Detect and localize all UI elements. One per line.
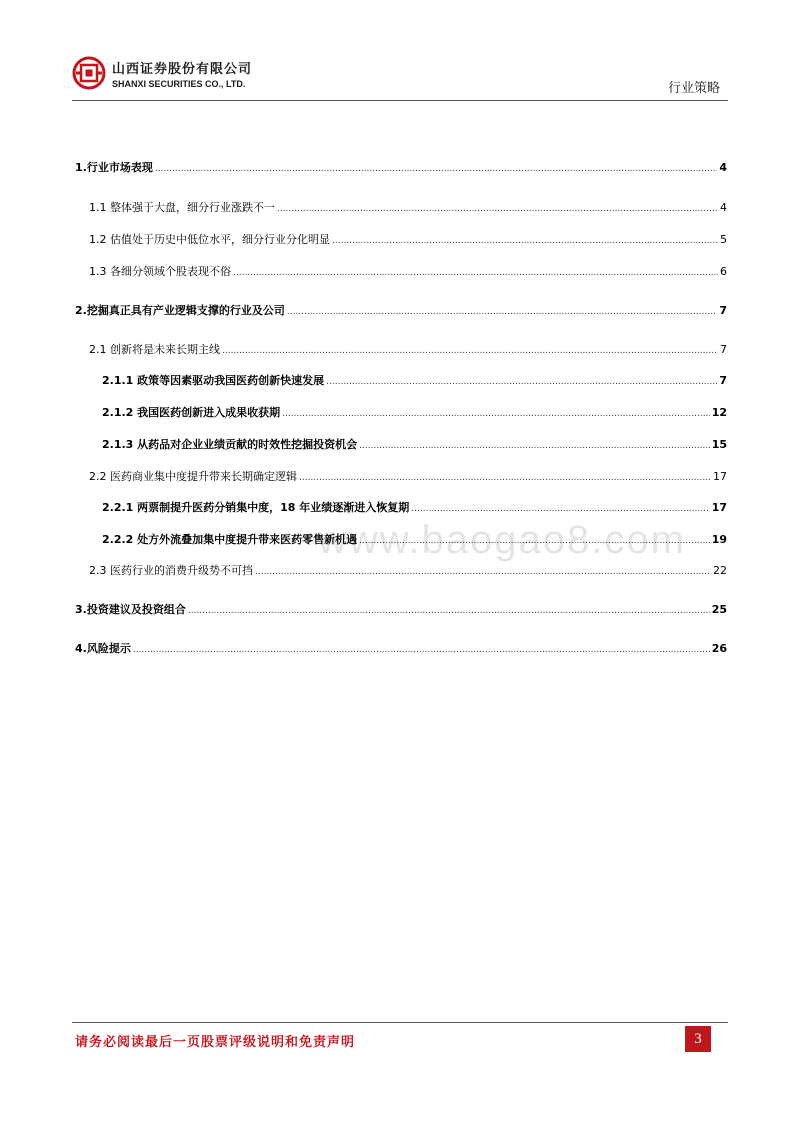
toc-entry-page: 17 xyxy=(711,501,727,514)
page-number: 3 xyxy=(685,1026,711,1052)
company-name-cn: 山西证券股份有限公司 xyxy=(112,62,253,77)
toc-entry-label: 1.2 估值处于历史中低位水平，细分行业分化明显 xyxy=(89,233,330,246)
toc-entry[interactable] xyxy=(89,468,727,486)
toc-entry-label: 2.1.2 我国医药创新进入成果收获期 xyxy=(102,406,281,419)
toc-leader-dots xyxy=(188,601,710,619)
toc-entry[interactable] xyxy=(75,159,727,177)
toc-entry-label: 2.1 创新将是未来长期主线 xyxy=(89,343,220,356)
toc-leader-dots xyxy=(299,468,711,486)
toc-entry-label: 4.风险提示 xyxy=(75,642,131,655)
toc-entry-page: 15 xyxy=(711,438,727,451)
toc-leader-dots xyxy=(359,436,710,454)
toc-entry[interactable] xyxy=(102,404,727,422)
report-type: 行业策略 xyxy=(667,81,720,96)
toc-leader-dots xyxy=(155,159,718,177)
company-name-en: SHANXI SECURITIES CO., LTD. xyxy=(112,79,246,89)
toc-leader-dots xyxy=(233,263,718,281)
toc-entry-page: 25 xyxy=(711,603,727,616)
toc-entry-label: 2.1.1 政策等因素驱动我国医药创新快速发展 xyxy=(102,374,325,387)
company-logo-icon xyxy=(72,56,106,90)
toc-entry-page: 7 xyxy=(720,343,727,356)
footer-disclaimer: 请务必阅读最后一页股票评级说明和免责声明 xyxy=(75,1035,356,1050)
toc-leader-dots xyxy=(411,499,709,517)
toc-entry-label: 2.2.2 处方外流叠加集中度提升带来医药零售新机遇 xyxy=(102,533,358,546)
toc-entry-label: 2.2 医药商业集中度提升带来长期确定逻辑 xyxy=(89,470,297,483)
toc-entry[interactable] xyxy=(89,562,727,580)
toc-entry-label: 2.3 医药行业的消费升级势不可挡 xyxy=(89,564,253,577)
toc-entry-page: 7 xyxy=(719,304,727,317)
toc-leader-dots xyxy=(287,302,718,320)
toc-entry[interactable] xyxy=(75,601,727,619)
watermark: www.baogao8.com xyxy=(318,518,686,562)
toc-entry[interactable] xyxy=(89,231,727,249)
toc-entry-page: 7 xyxy=(719,374,727,387)
footer-divider xyxy=(72,1022,728,1023)
toc-entry[interactable] xyxy=(75,302,727,320)
toc-leader-dots xyxy=(222,341,718,359)
toc-entry-label: 1.3 各细分领域个股表现不俗 xyxy=(89,265,231,278)
toc-entry[interactable] xyxy=(89,263,727,281)
toc-entry-page: 17 xyxy=(713,470,727,483)
toc-entry-page: 26 xyxy=(711,642,727,655)
toc-entry-page: 4 xyxy=(719,161,727,174)
toc-leader-dots xyxy=(326,372,717,390)
toc-leader-dots xyxy=(332,231,718,249)
toc-entry-label: 1.1 整体强于大盘，细分行业涨跌不一 xyxy=(89,201,275,214)
toc-entry-page: 12 xyxy=(711,406,727,419)
toc-entry[interactable] xyxy=(75,640,727,658)
toc-leader-dots xyxy=(277,199,718,217)
header-divider xyxy=(72,100,728,101)
toc-leader-dots xyxy=(255,562,711,580)
toc-entry-label: 2.1.3 从药品对企业业绩贡献的时效性挖掘投资机会 xyxy=(102,438,358,451)
toc-entry-label: 1.行业市场表现 xyxy=(75,161,153,174)
toc-leader-dots xyxy=(133,640,710,658)
toc-entry-page: 22 xyxy=(713,564,727,577)
toc-entry-page: 19 xyxy=(711,533,727,546)
toc-entry-page: 5 xyxy=(720,233,727,246)
toc-entry-label: 2.挖掘真正具有产业逻辑支撑的行业及公司 xyxy=(75,304,285,317)
toc-entry[interactable] xyxy=(102,436,727,454)
toc-entry[interactable] xyxy=(89,341,727,359)
toc-entry-page: 6 xyxy=(720,265,727,278)
company-name-block xyxy=(112,58,252,89)
toc-entry-label: 2.2.1 两票制提升医药分销集中度，18 年业绩逐渐进入恢复期 xyxy=(102,501,410,514)
toc-entry[interactable] xyxy=(102,499,727,517)
toc-leader-dots xyxy=(282,404,710,422)
toc-entry-page: 4 xyxy=(720,201,727,214)
toc-entry[interactable] xyxy=(102,372,727,390)
toc-entry[interactable] xyxy=(89,199,727,217)
toc-entry-label: 3.投资建议及投资组合 xyxy=(75,603,186,616)
